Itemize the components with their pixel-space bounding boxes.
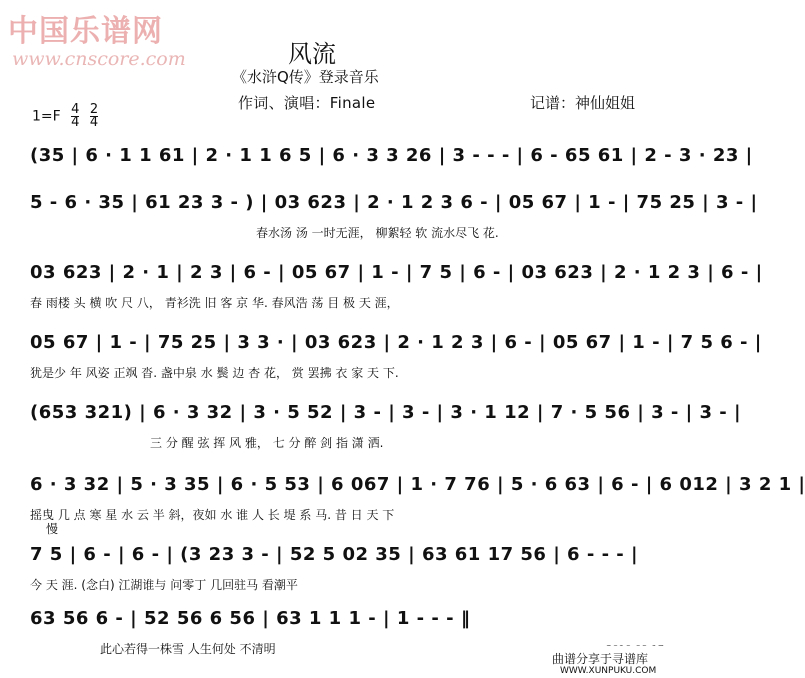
notation-line-5: (653 321) | 6 · 3 32 | 3 · 5 52 | 3 - | 3 - | 3 · 1 12 | 7 · 5 56 | 3 - | 3 - | <box>30 402 742 423</box>
footer-share-text: 曲谱分享于寻谱库 <box>552 652 649 666</box>
key-signature <box>32 104 98 129</box>
notation-line-1: (35 | 6 · 1 1 61 | 2 · 1 1 6 5 | 6 · 3 3 26 | 3 - - - | 6 - 65 61 | 2 - 3 · 23 | <box>30 145 753 166</box>
lyric-line-8: 此心若得一株雪 人生何处 不清明 <box>100 642 276 656</box>
transcriber-credit: 记谱：神仙姐姐 <box>530 94 636 112</box>
notation-line-2: 5 - 6 · 35 | 61 23 3 - ) | 03 623 | 2 · 1 2 3 6 - | 05 67 | 1 - | 75 25 | 3 - | <box>30 192 758 213</box>
notation-line-8: 63 56 6 - | 52 56 6 56 | 63 1 1 1 - | 1 - - - ‖ <box>30 608 471 629</box>
lyric-line-2: 春水汤 汤 一时无涯， 柳絮轻 软 流水尽飞 花. <box>256 226 499 240</box>
lyric-extra: 慢 <box>46 522 59 536</box>
lyric-line-6: 摇曳 几 点 寒 星 水 云 半 斜，夜如 水 谁 人 长 堤 系 马. 昔 日 天 下 <box>30 508 395 522</box>
lyric-line-4: 犹是少 年 风姿 正飒 沓. 盏中泉 水 鬓 边 杏 花， 赏 罢拂 衣 家 天 下. <box>30 366 399 380</box>
key-label: 1=F <box>32 108 61 125</box>
song-credit: 作词、演唱：Finale <box>238 94 376 112</box>
watermark-site-url: www.cnscore.com <box>12 48 186 70</box>
watermark-site-name: 中国乐谱网 <box>8 14 163 49</box>
footer-url: WWW.XUNPUKU.COM <box>560 666 657 676</box>
notation-line-3: 03 623 | 2 · 1 | 2 3 | 6 - | 05 67 | 1 - | 7 5 | 6 - | 03 623 | 2 · 1 2 3 | 6 - | <box>30 262 763 283</box>
notation-line-6: 6 · 3 32 | 5 · 3 35 | 6 · 5 53 | 6 067 | 1 · 7 76 | 5 · 6 63 | 6 - | 6 012 | 3 2 1 | <box>30 474 805 495</box>
notation-line-4: 05 67 | 1 - | 75 25 | 3 3 · | 03 623 | 2 · 1 2 3 | 6 - | 05 67 | 1 - | 7 5 6 - | <box>30 332 762 353</box>
lyric-line-3: 春 雨楼 头 横 吹 尺 八， 青衫洗 旧 客 京 华. 春风浩 荡 目 极 天 涯， <box>30 296 399 310</box>
song-subtitle: 《水浒Q传》登录音乐 <box>232 68 379 86</box>
notation-line-7: 7 5 | 6 - | 6 - | (3 23 3 - | 52 5 02 35 | 63 61 17 56 | 6 - - - | <box>30 544 639 565</box>
time-signature-2: $\frac{2}{4}$ <box>89 102 99 130</box>
time-signature-1: $\frac{4}{4}$ <box>71 102 80 130</box>
song-title: 风流 <box>288 40 336 68</box>
lyric-line-7: 今 天 涯. (念白) 江湖谁与 问零丁 几回驻马 看潮平 <box>30 578 298 592</box>
lyric-line-5: 三 分 醒 弦 挥 风 雅， 七 分 醉 剑 指 潇 洒. <box>150 436 384 450</box>
